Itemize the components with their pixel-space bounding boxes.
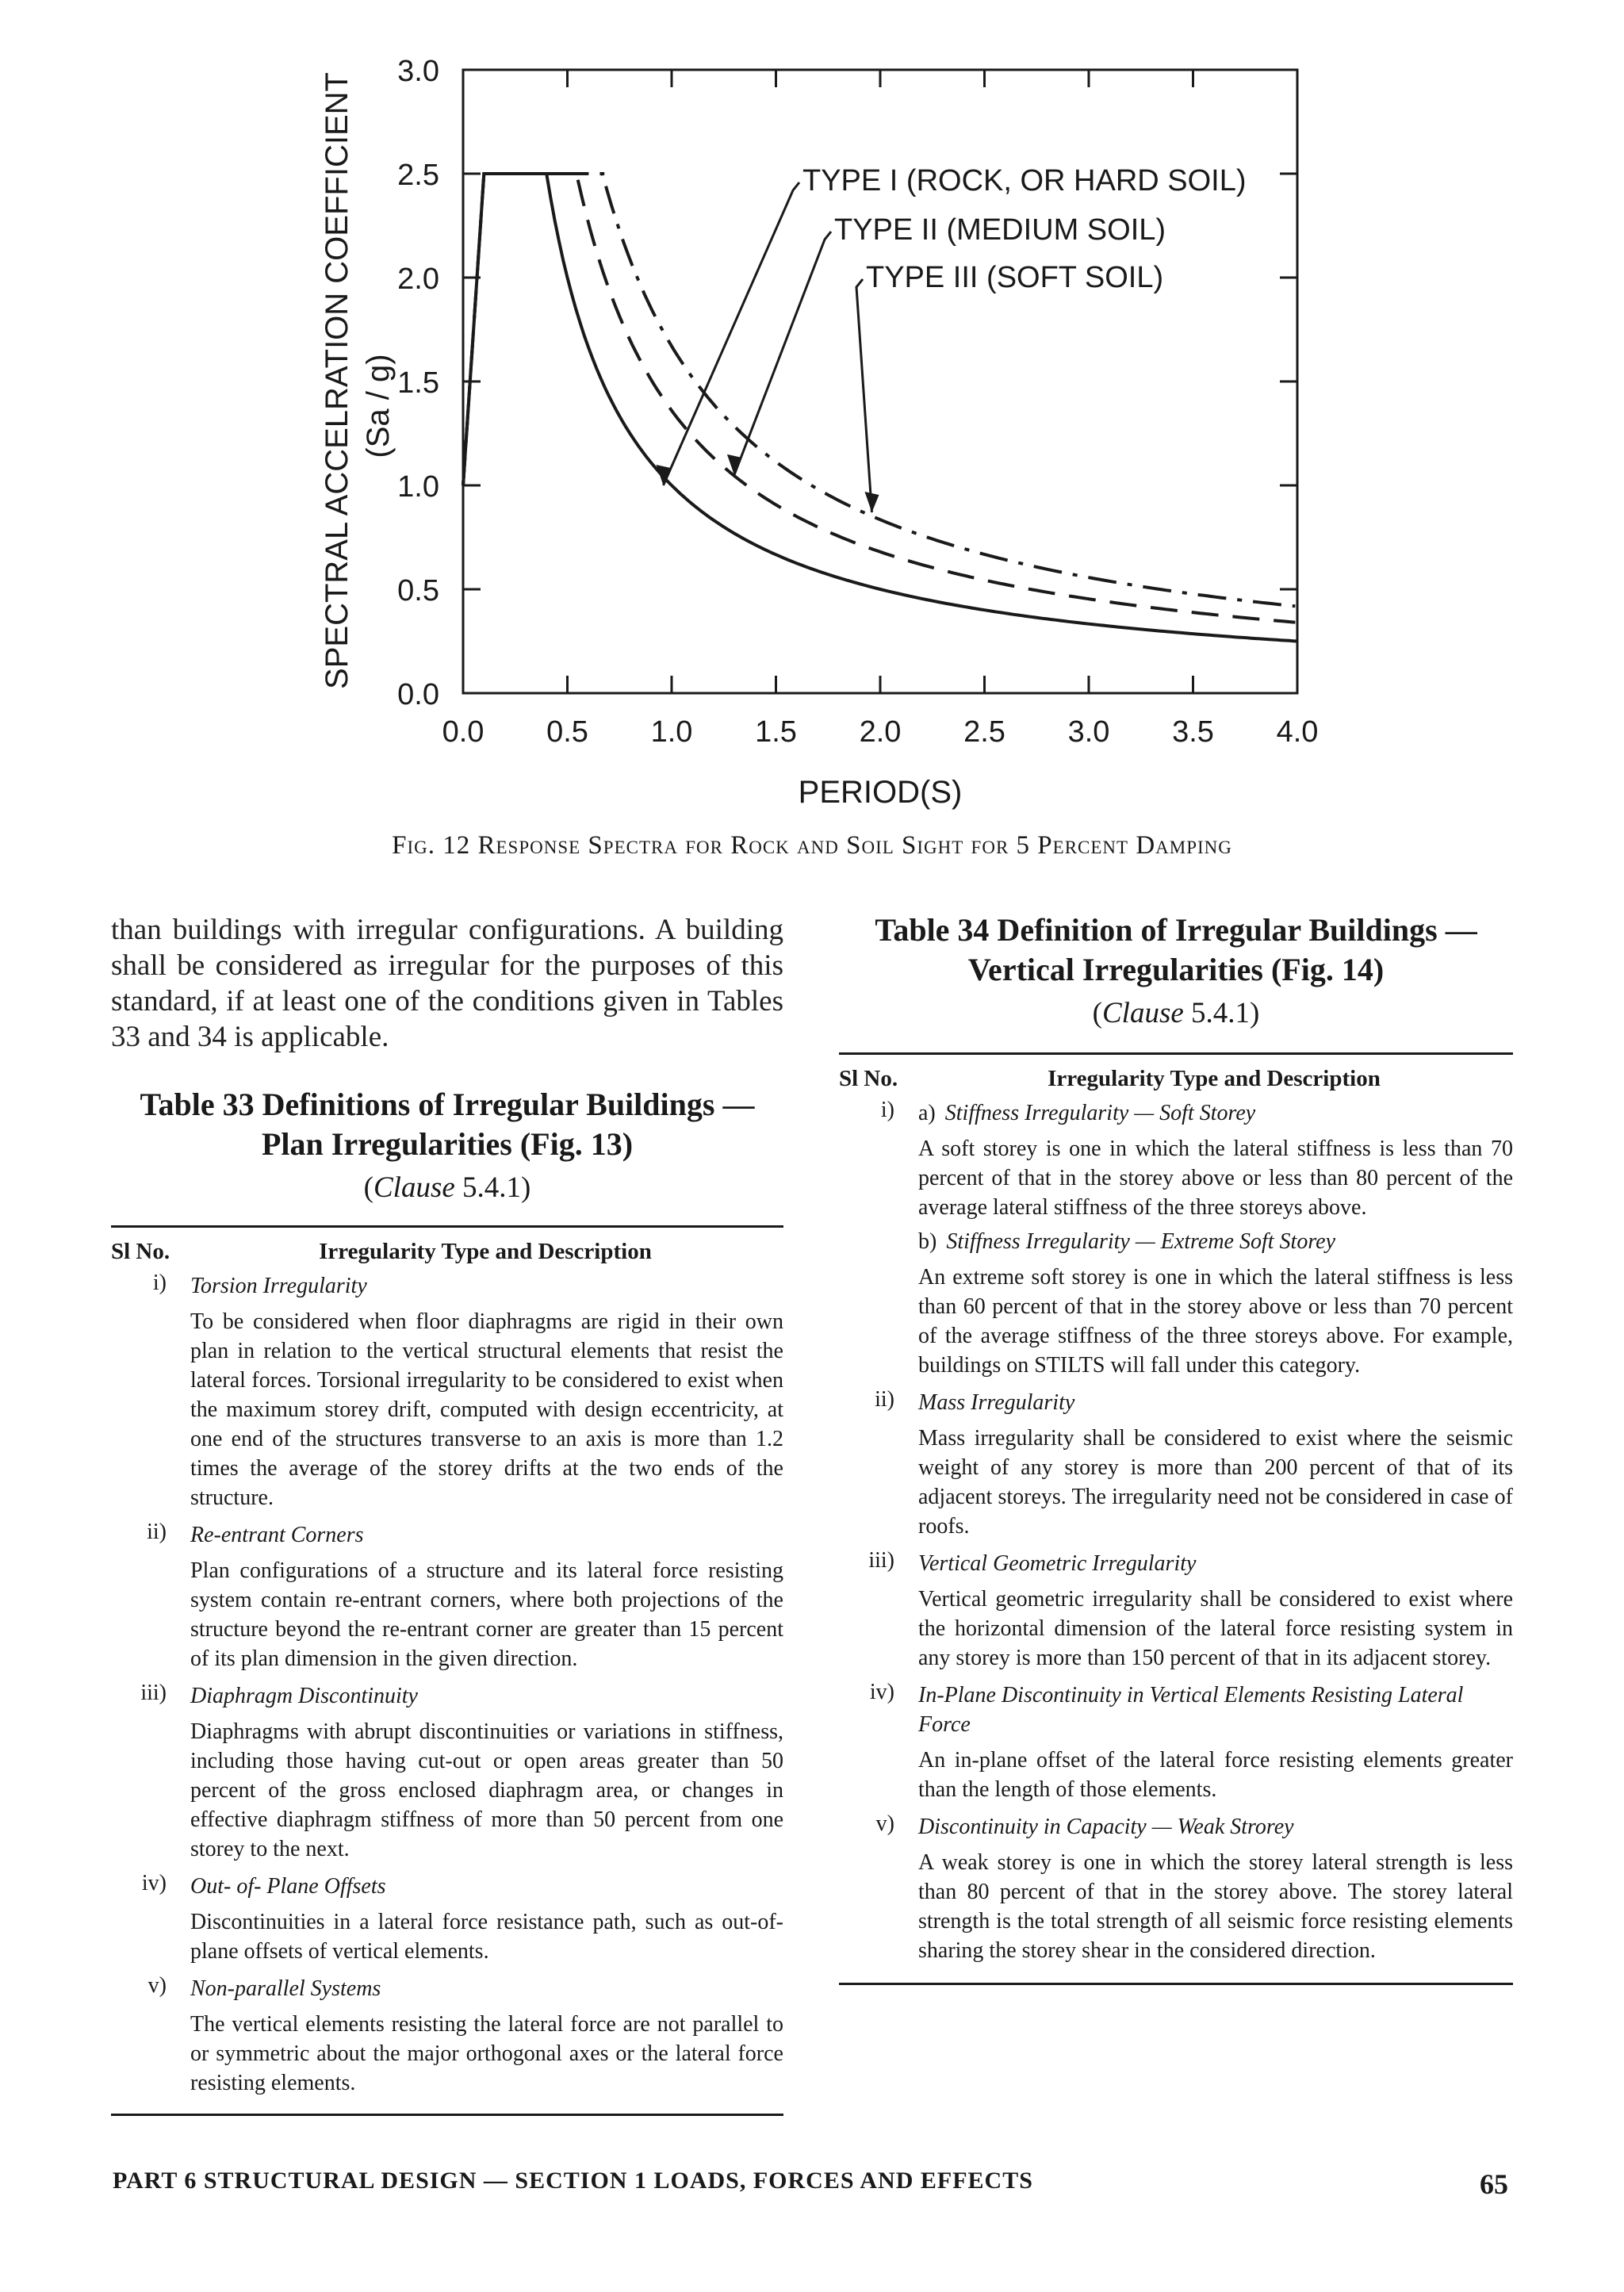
- row-text-a: A soft storey is one in which the lateral stiffness is less than 70 percent of that in the storey above or less than 80 percent of the average lateral stiffness of the three storeys above.: [918, 1136, 1513, 1220]
- table-34-body: [839, 1385, 1513, 1970]
- page-footer: [113, 2167, 1508, 2201]
- x-tick-label: 1.0: [650, 715, 693, 749]
- x-tick-label: 3.0: [1067, 715, 1110, 749]
- x-tick-label: 0.0: [442, 715, 485, 749]
- row-number: iv): [869, 1680, 894, 1704]
- table-34-clause-num: 5.4.1: [1191, 997, 1251, 1029]
- table-34: [839, 910, 1513, 1985]
- intro-paragraph: than buildings with irregular configurations. A building shall be considered as irregular for the purposes of this standard, if at least one of the conditions given in Tables 33 and 34 is applicable.: [111, 914, 783, 1053]
- table-33: [111, 1085, 783, 2116]
- x-tick-label: 2.0: [859, 715, 902, 749]
- table-33-clause-num: 5.4.1: [462, 1171, 522, 1204]
- annotation-arrowhead: [864, 492, 879, 512]
- footer-section-title: PART 6 STRUCTURAL DESIGN — SECTION 1 LOADS, FORCES AND EFFECTS: [113, 2167, 1033, 2194]
- row-body: [190, 1517, 783, 1678]
- annotation-leader: [856, 279, 871, 512]
- row-number: iii): [140, 1681, 167, 1705]
- row-number: v): [147, 1973, 167, 1998]
- row-body: [190, 1868, 783, 1971]
- table-33-header: [111, 1228, 783, 1268]
- y-tick-label: 2.0: [397, 263, 439, 296]
- row-title: Mass Irregularity: [918, 1390, 1075, 1415]
- row-text: The vertical elements resisting the lateral force are not parallel to or symmetric about the major orthogonal axes or the lateral force resisting elements.: [190, 2012, 783, 2095]
- sub-title-b: Stiffness Irregularity — Extreme Soft Storey: [946, 1229, 1336, 1254]
- row-subtitle-a: [918, 1098, 1513, 1128]
- annotation-label: TYPE II (MEDIUM SOIL): [834, 213, 1166, 247]
- table-row: [111, 1868, 783, 1971]
- annotations-group: [656, 164, 1246, 512]
- row-text: Plan configurations of a structure and its lateral force resisting system contain re-entrant corners, where both projections of the structure beyond the re-entrant corner are greater than 15 percent of its plan dimension in the given direction.: [190, 1558, 783, 1671]
- annotation-leader: [734, 232, 831, 475]
- figure-caption: [0, 831, 1624, 860]
- figure-caption-text: Response Spectra for Rock and Soil Sight for 5 Percent Damping: [477, 831, 1232, 860]
- row-number: i): [152, 1271, 167, 1295]
- annotation-label: TYPE I (ROCK, OR HARD SOIL): [802, 164, 1247, 197]
- row-title: Non-parallel Systems: [190, 1976, 381, 2001]
- page-number: 65: [1480, 2168, 1508, 2200]
- table-33-clause-word: Clause: [373, 1171, 455, 1204]
- row-body: [190, 1678, 783, 1868]
- table-34-clause-word: Clause: [1101, 997, 1184, 1029]
- table-row: [111, 1517, 783, 1678]
- row-text: Mass irregularity shall be considered to exist where the seismic weight of any storey is more than 200 percent of that of its adjacent storeys. The irregularity need not be considered in case of roofs.: [918, 1426, 1513, 1539]
- row-title: In-Plane Discontinuity in Vertical Elements Resisting Lateral Force: [918, 1683, 1464, 1737]
- table-33-title-line2: Plan Irregularities (Fig. 13): [261, 1126, 634, 1162]
- row-text: Diaphragms with abrupt discontinuities or variations in stiffness, including those having cut-out or open areas greater than 50 percent of the gross enclosed diaphragm area, or changes in effective diaphragm stiffness of more than 50 percent from one storey to the next.: [190, 1719, 783, 1861]
- table-34-col-desc: Irregularity Type and Description: [1048, 1066, 1381, 1091]
- table-34-bottom-rule: [839, 1983, 1513, 1985]
- x-tick-label: 1.5: [755, 715, 797, 749]
- figure-caption-number: 12: [442, 831, 471, 860]
- x-tick-label: 2.5: [963, 715, 1005, 749]
- table-34-row-i: [839, 1095, 1513, 1385]
- row-text-b: An extreme soft storey is one in which the lateral stiffness is less than 60 percent of that in the storey above or less than 70 percent of the average stiffness of the three storeys above. For example, buildings on STILTS will fall under this category.: [918, 1265, 1513, 1378]
- table-33-col-sl: Sl No.: [111, 1239, 170, 1264]
- row-number: v): [875, 1811, 894, 1836]
- row-title: Torsion Irregularity: [190, 1274, 367, 1298]
- x-axis-label: PERIOD(S): [798, 775, 963, 810]
- table-33-col-desc: Irregularity Type and Description: [319, 1239, 652, 1264]
- figure-caption-label: Fig.: [392, 831, 435, 860]
- row-body: [918, 1809, 1513, 1970]
- table-34-header: [839, 1055, 1513, 1095]
- y-tick-label: 0.0: [397, 678, 439, 711]
- row-body: [190, 1971, 783, 2102]
- y-tick-label: 2.5: [397, 159, 439, 192]
- row-number: i): [880, 1098, 894, 1122]
- table-34-col-sl: Sl No.: [839, 1066, 898, 1091]
- row-number: iv): [141, 1871, 167, 1895]
- table-row: [839, 1809, 1513, 1970]
- x-tick-label: 4.0: [1276, 715, 1319, 749]
- plot-frame: [463, 70, 1297, 693]
- y-tick-label: 1.0: [397, 470, 439, 504]
- sub-label-b: b): [918, 1229, 937, 1254]
- row-body: [918, 1095, 1513, 1385]
- y-tick-label: 1.5: [397, 366, 439, 400]
- table-33-clause: (Clause 5.4.1): [363, 1171, 531, 1204]
- response-spectra-chart: [0, 0, 1624, 833]
- row-text: Discontinuities in a lateral force resistance path, such as out-of-plane offsets of vertical elements.: [190, 1910, 783, 1964]
- y-tick-label: 3.0: [397, 55, 439, 88]
- table-34-title-line1: Table 34 Definition of Irregular Buildings —: [875, 912, 1477, 948]
- table-34-clause: (Clause 5.4.1): [1092, 997, 1260, 1029]
- row-title: Diaphragm Discontinuity: [190, 1684, 418, 1708]
- table-33-title-line1: Table 33 Definitions of Irregular Buildings —: [140, 1087, 755, 1122]
- y-axis-unit-label: (Sa / g): [361, 354, 396, 458]
- row-number: ii): [147, 1520, 167, 1544]
- table-row: [111, 1971, 783, 2102]
- row-title: Out- of- Plane Offsets: [190, 1874, 386, 1899]
- annotation-label: TYPE III (SOFT SOIL): [866, 261, 1164, 294]
- table-33-bottom-rule: [111, 2114, 783, 2116]
- table-row: [111, 1678, 783, 1868]
- row-body: [918, 1546, 1513, 1677]
- row-number: ii): [875, 1387, 894, 1412]
- row-text: An in-plane offset of the lateral force resisting elements greater than the length of those elements.: [918, 1748, 1513, 1802]
- x-tick-label: 3.5: [1172, 715, 1214, 749]
- row-text: To be considered when floor diaphragms are rigid in their own plan in relation to the vertical structural elements that resist the lateral forces. Torsional irregularity to be considered to exist when the maximum storey drift, computed with design eccentricity, at one end of the structures transverse to an axis is more than 1.2 times the average of the storey drifts at the two ends of the structure.: [190, 1309, 783, 1510]
- row-body: [918, 1677, 1513, 1809]
- table-row: [839, 1385, 1513, 1546]
- y-axis-label: SPECTRAL ACCELRATION COEFFICIENT: [320, 72, 354, 689]
- sub-title-a: Stiffness Irregularity — Soft Storey: [944, 1101, 1256, 1125]
- y-axis-ticks: [397, 55, 1297, 711]
- table-row: [839, 1677, 1513, 1809]
- table-row: [111, 1268, 783, 1517]
- row-body: [190, 1268, 783, 1517]
- row-text: A weak storey is one in which the storey lateral strength is less than 80 percent of that in the storey above. The storey lateral strength is the total strength of all seismic force resisting elements sharing the storey shear in the considered direction.: [918, 1850, 1513, 1963]
- row-title: Vertical Geometric Irregularity: [918, 1551, 1197, 1576]
- table-33-body: [111, 1268, 783, 2102]
- x-tick-label: 0.5: [546, 715, 588, 749]
- row-title: Discontinuity in Capacity — Weak Strorey: [918, 1815, 1294, 1839]
- row-number: iii): [868, 1548, 894, 1573]
- row-text: Vertical geometric irregularity shall be considered to exist where the horizontal dimension of the lateral force resisting system in any storey is more than 150 percent of that in its adjacent storey.: [918, 1587, 1513, 1670]
- table-34-title-line2: Vertical Irregularities (Fig. 14): [967, 952, 1385, 987]
- row-title: Re-entrant Corners: [190, 1523, 364, 1547]
- sub-label-a: a): [918, 1101, 936, 1125]
- table-row: [839, 1546, 1513, 1677]
- row-subtitle-b: [918, 1227, 1513, 1256]
- row-body: [918, 1385, 1513, 1546]
- annotation-leader: [663, 182, 799, 485]
- y-tick-label: 0.5: [397, 574, 439, 607]
